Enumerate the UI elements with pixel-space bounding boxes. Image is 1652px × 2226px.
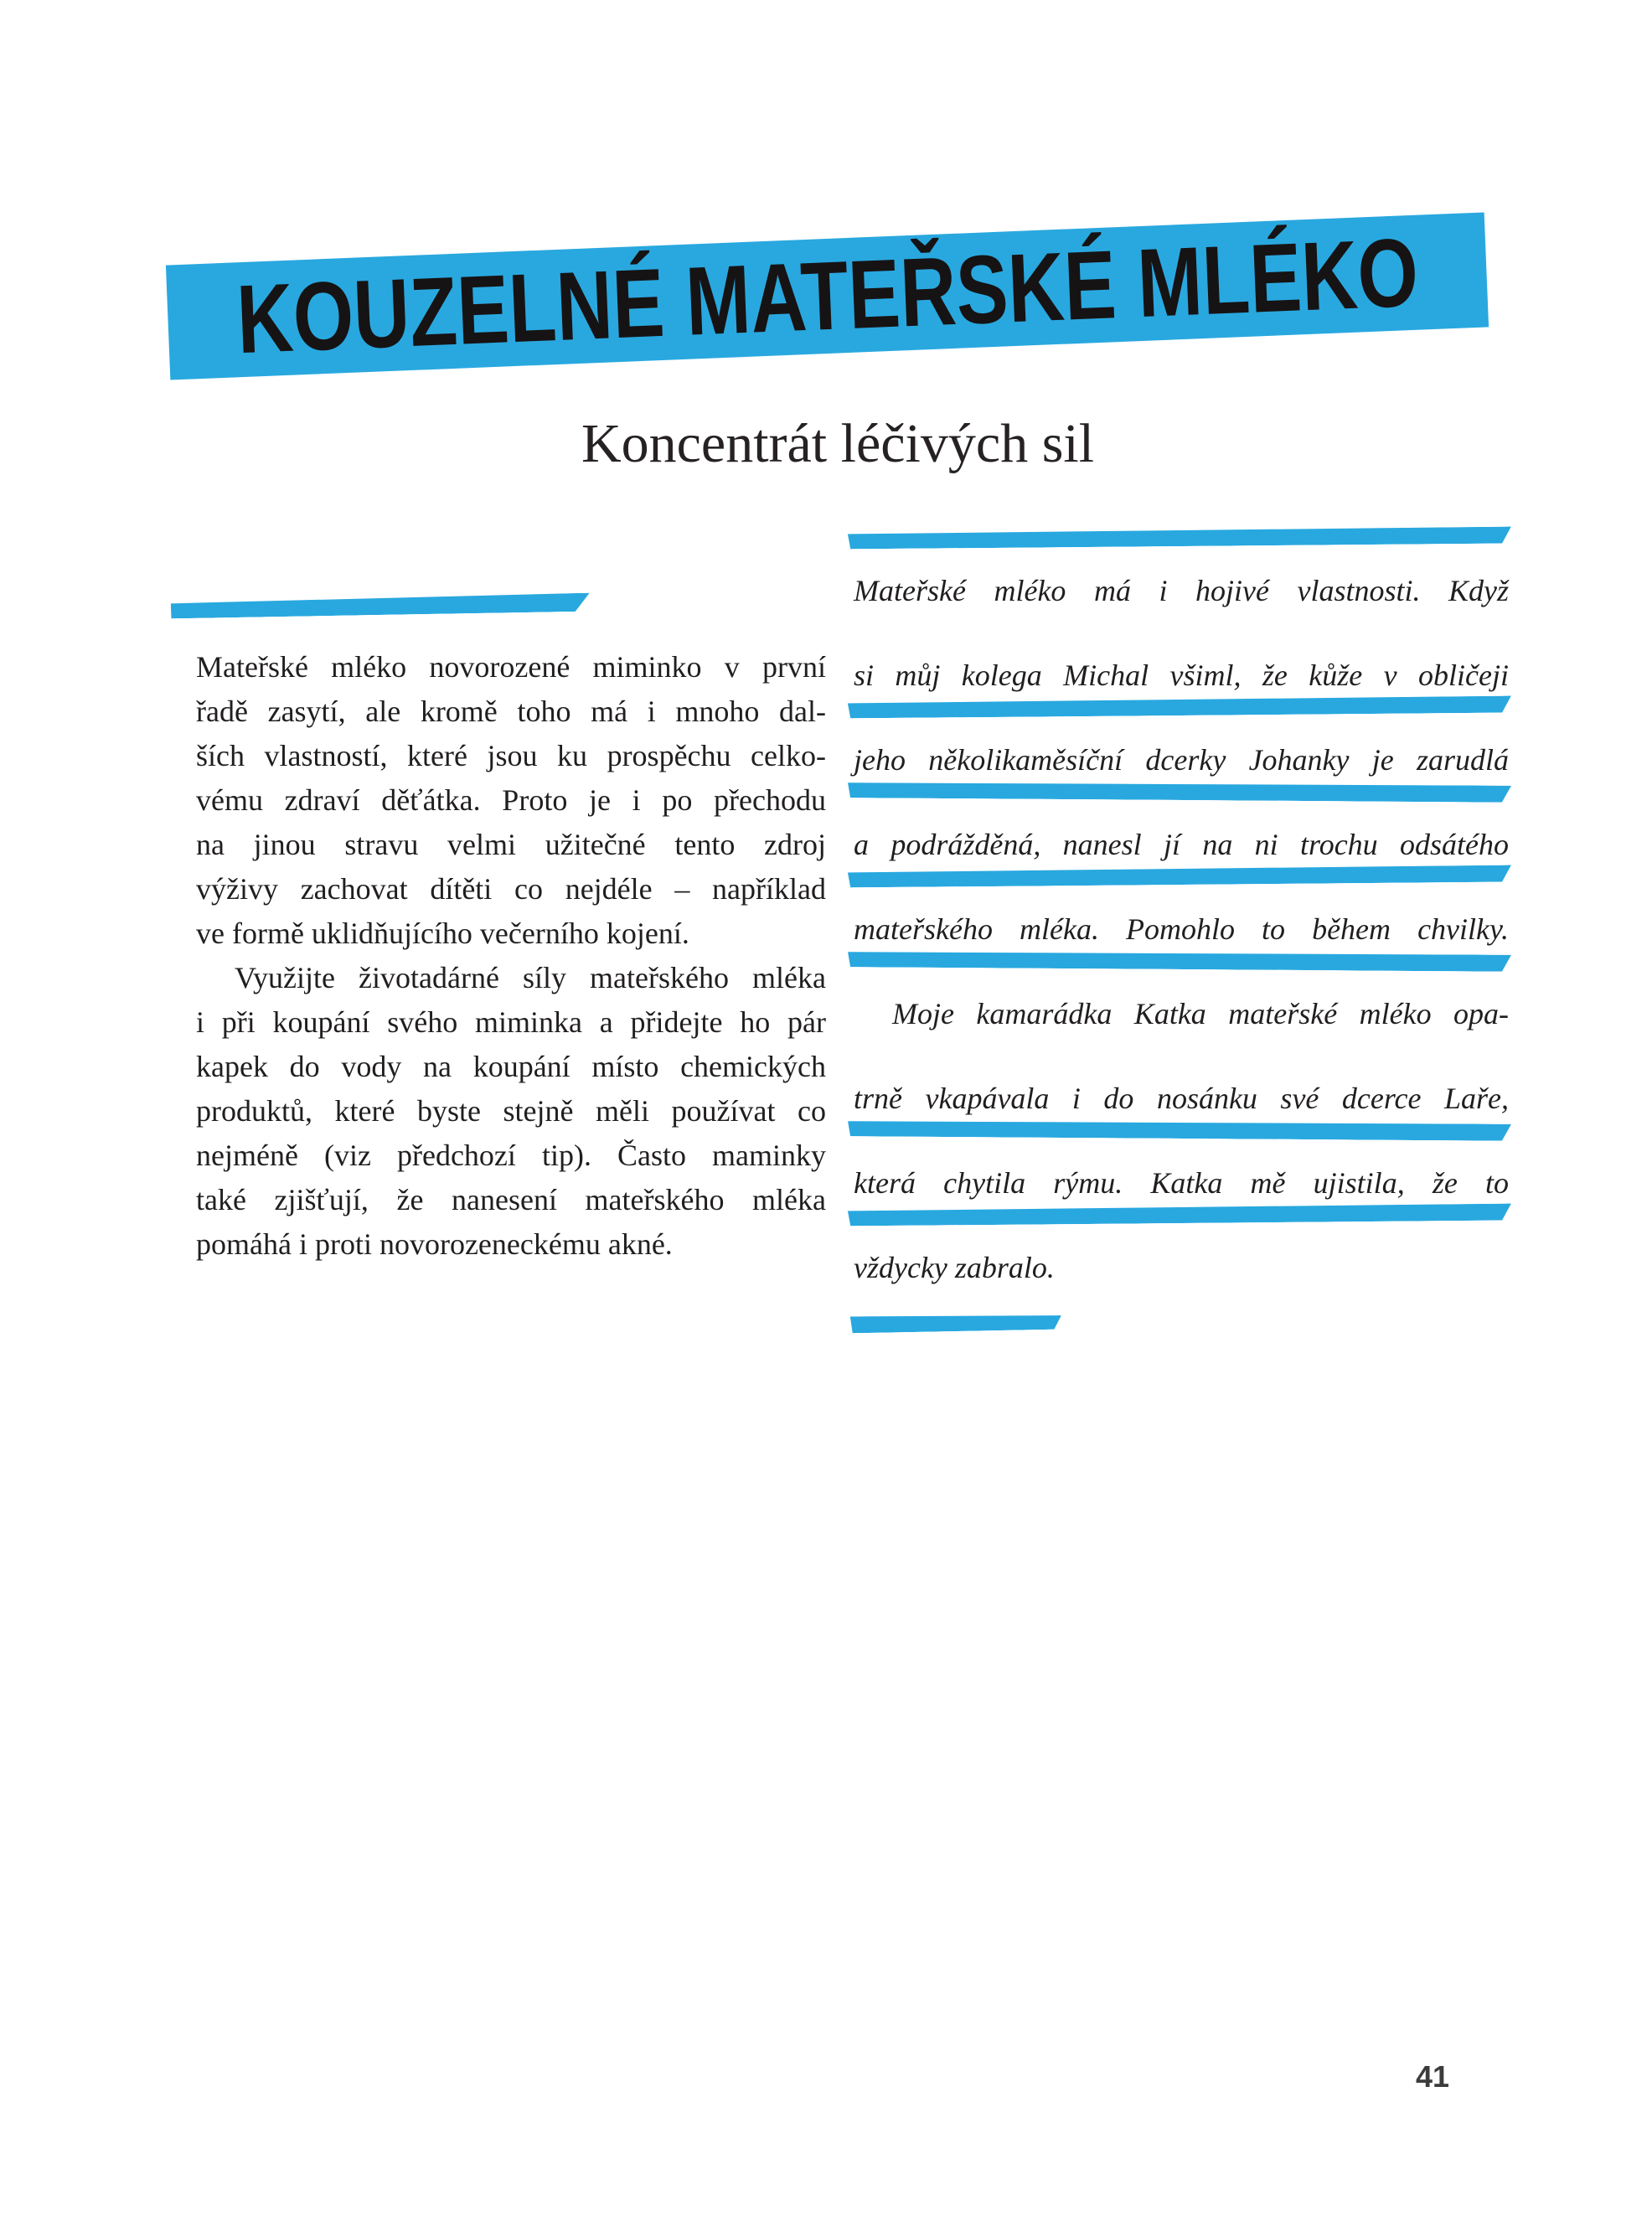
body-text-line: na jinou stravu velmi užitečné tento zdroj <box>196 828 826 861</box>
body-text-line: také zjišťují, že nanesení mateřského mléka <box>196 1183 826 1216</box>
quote-line-slot <box>854 699 1509 783</box>
highlight-bar <box>848 1119 1511 1141</box>
body-text-line: Mateřské mléko novorozené miminko v první <box>196 650 826 684</box>
trailing-highlight-bar <box>850 1313 1061 1334</box>
body-text-line: výživy zachovat dítěti co nejdéle – například <box>196 872 826 906</box>
page-subtitle: Koncentrát léčivých sil <box>581 413 1095 474</box>
body-text-line: nejméně (viz předchozí tip). Často maminky <box>196 1139 826 1172</box>
highlight-bar <box>848 781 1511 803</box>
page-number: 41 <box>1416 2059 1450 2094</box>
quote-line-slot <box>854 953 1509 1037</box>
quote-text-line: Mateřské mléko má i hojivé vlastnosti. Když <box>854 574 1509 607</box>
quote-text-line: jeho několikaměsíční dcerky Johanky je zarudlá <box>854 743 1509 777</box>
body-text-line: ve formě uklidňujícího večerního kojení. <box>196 917 689 950</box>
quote-line-slot <box>854 1206 1509 1291</box>
highlight-bar <box>848 1204 1511 1227</box>
quote-text-line: a podrážděná, nanesl jí na ni trochu odsátého <box>854 828 1509 861</box>
quote-line-slot <box>854 529 1509 614</box>
quote-text-line: Moje kamarádka Katka mateřské mléko opa- <box>892 997 1509 1030</box>
highlight-bar <box>848 950 1511 972</box>
body-text-line: kapek do vody na koupání místo chemických <box>196 1050 826 1083</box>
body-text-line: ších vlastností, které jsou ku prospěchu celko- <box>196 739 826 772</box>
body-text-line: produktů, které byste stejně měli používat co <box>196 1094 826 1128</box>
title-banner <box>166 212 1489 380</box>
body-text-line: i při koupání svého miminka a přidejte ho pár <box>196 1005 826 1039</box>
quote-text-line: si můj kolega Michal všiml, že kůže v obličeji <box>854 659 1509 692</box>
body-text-line: pomáhá i proti novorozeneckému akné. <box>196 1227 673 1261</box>
quote-line-slot <box>854 783 1509 868</box>
quote-line-slot <box>854 1122 1509 1206</box>
quote-line-slot <box>854 868 1509 953</box>
body-text-line: Využijte životadárné síly mateřského mléka <box>235 961 826 994</box>
accent-dash-bar <box>171 593 590 619</box>
highlight-bar <box>848 696 1511 719</box>
page-title: KOUZELNÉ MATEŘSKÉ MLÉKO <box>234 217 1420 374</box>
left-column <box>196 645 826 1267</box>
body-text-line: vému zdraví děťátka. Proto je i po přechodu <box>196 783 826 817</box>
quote-text-line: vždycky zabralo. <box>854 1251 1055 1284</box>
quote-line-slot <box>854 1037 1509 1122</box>
body-text-line: řadě zasytí, ale kromě toho má i mnoho dal- <box>196 695 826 728</box>
quote-text-line: která chytila rýmu. Katka mě ujistila, že to <box>854 1166 1509 1200</box>
highlight-bar <box>848 527 1511 550</box>
right-column <box>854 529 1509 1331</box>
quote-text-line: trně vkapávala i do nosánku své dcerce Laře, <box>854 1082 1509 1115</box>
highlight-bar <box>848 865 1511 888</box>
quote-line-slot <box>854 614 1509 699</box>
quote-text-line: mateřského mléka. Pomohlo to během chvilky. <box>854 912 1509 946</box>
